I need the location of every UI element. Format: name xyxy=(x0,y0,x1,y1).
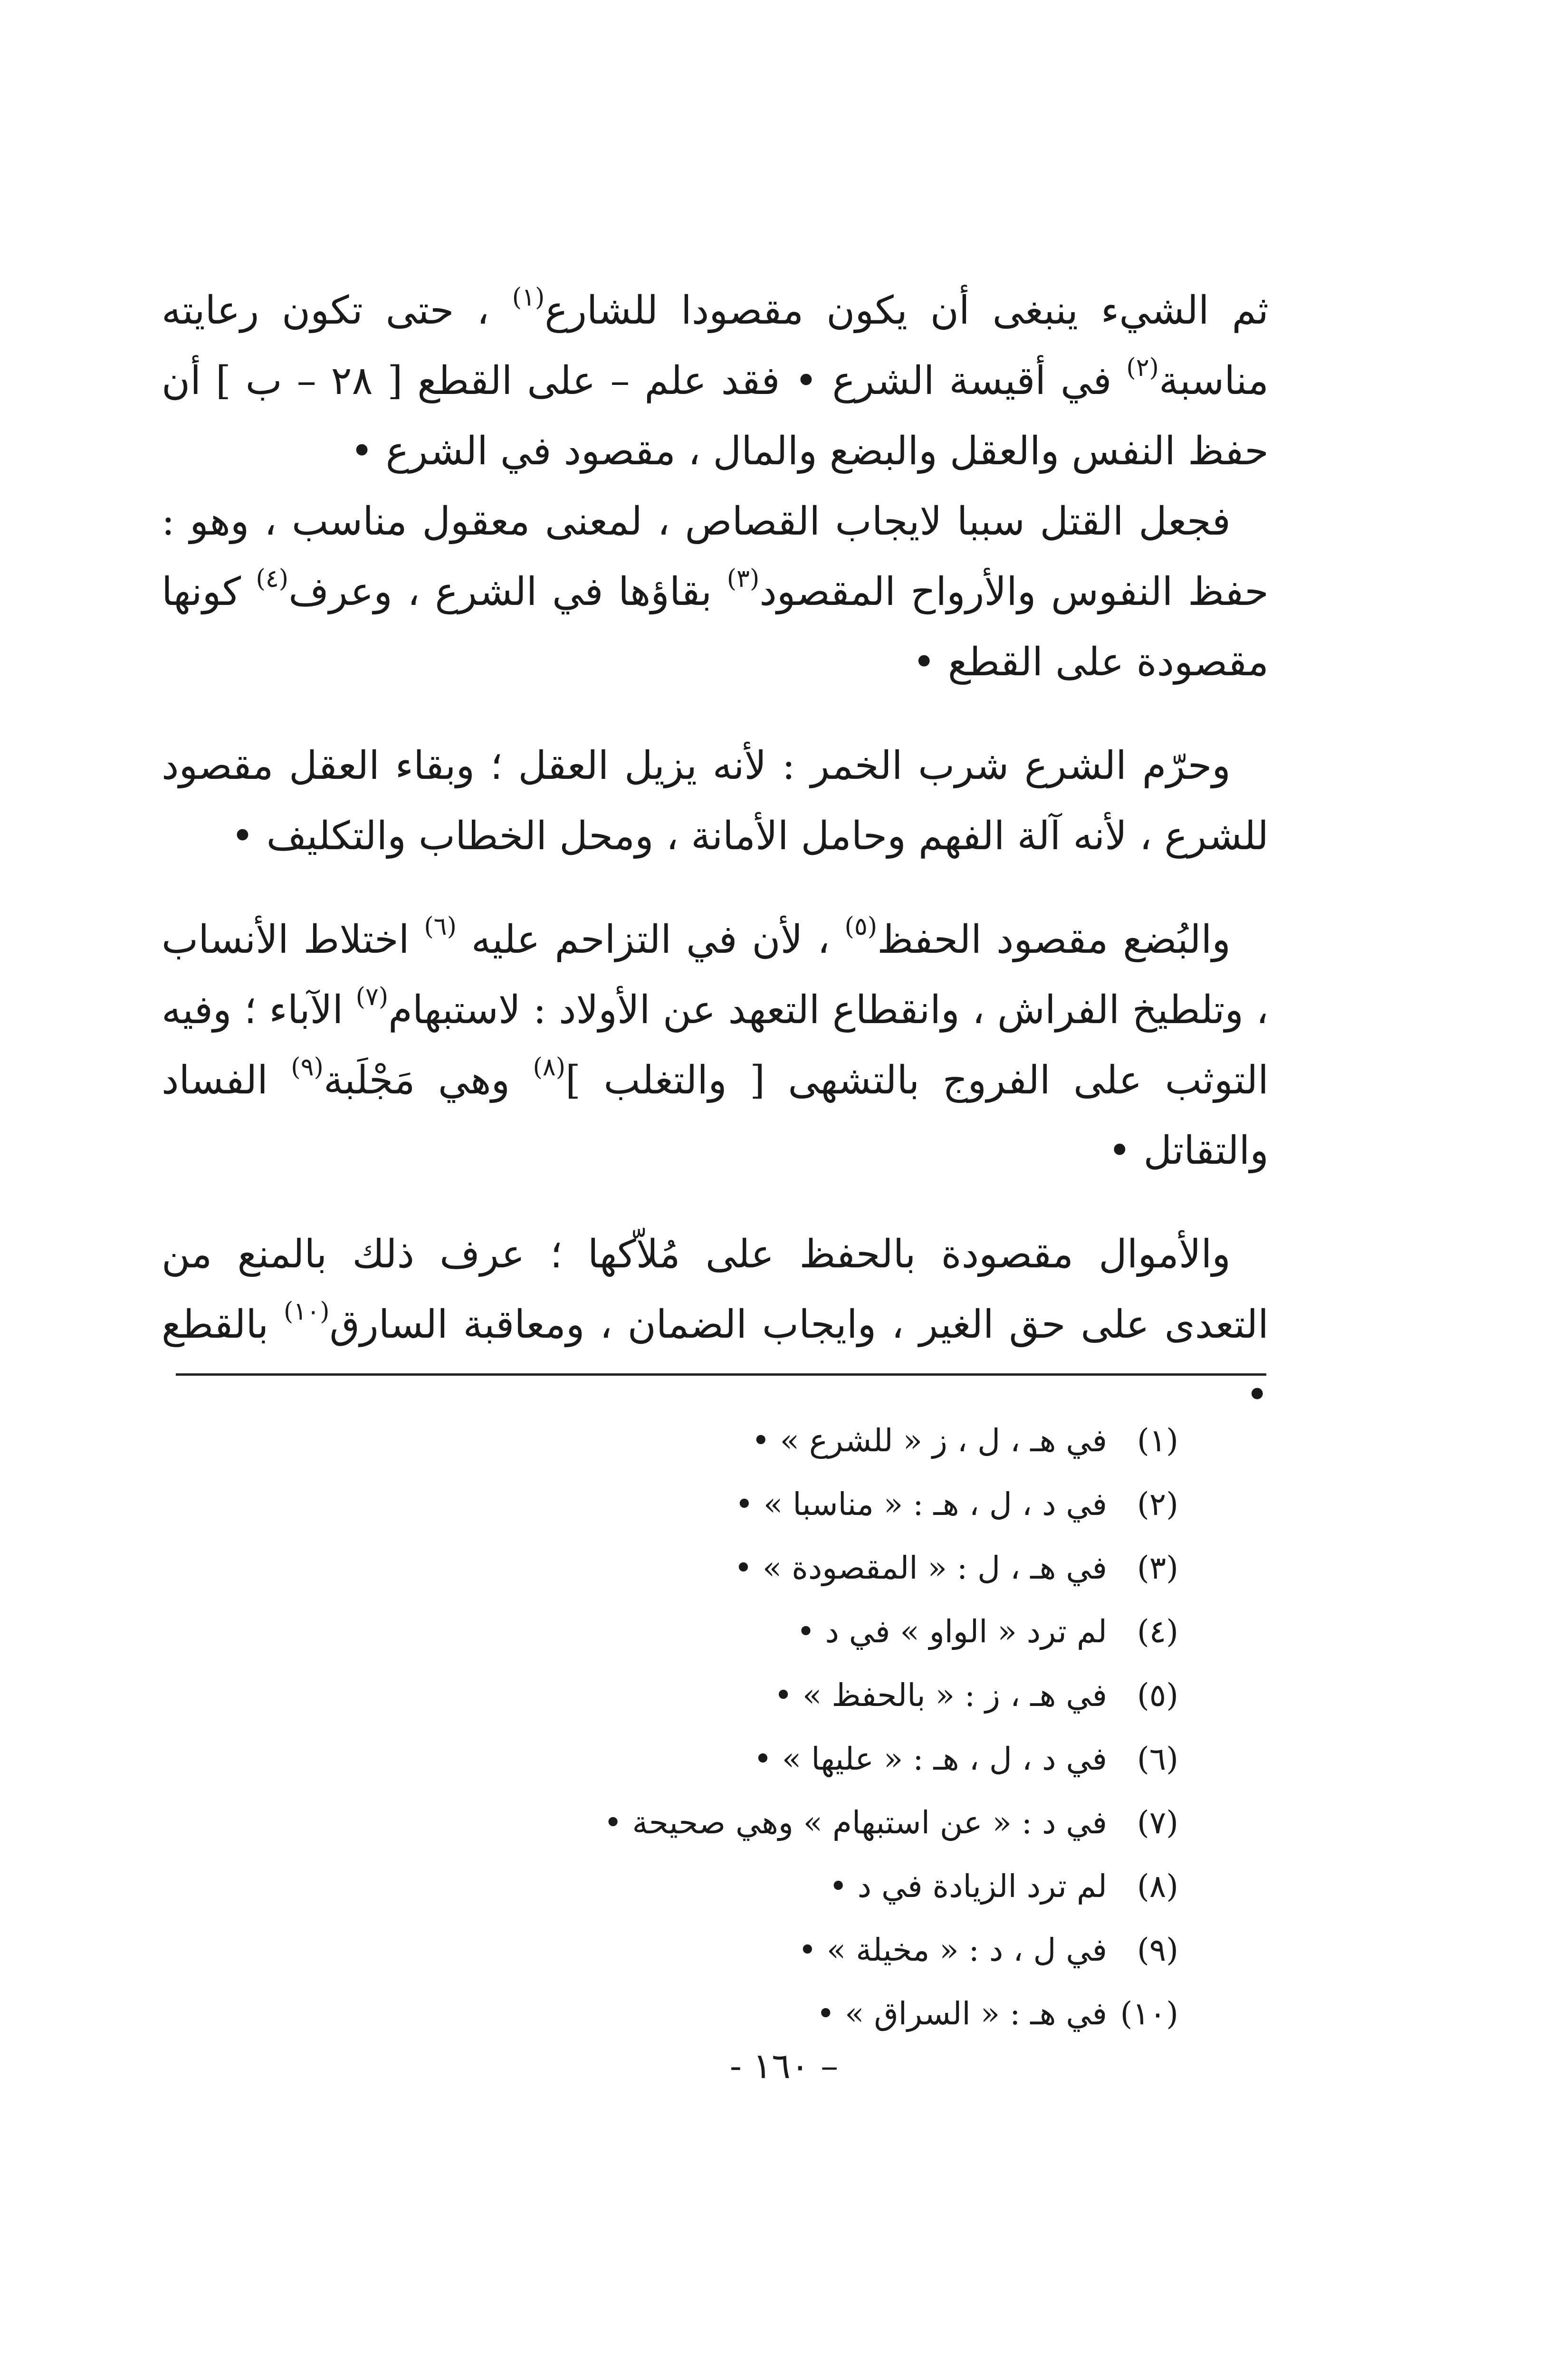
footnote-item xyxy=(323,1918,1178,1982)
footnote-item xyxy=(323,1791,1178,1855)
footnote-item xyxy=(323,1982,1178,2046)
footnote-marker: (١٠) xyxy=(284,1297,330,1326)
footnote-separator-rule xyxy=(176,1373,1266,1376)
footnote-marker: (٢) xyxy=(1126,354,1159,382)
footnote-number: (٥) xyxy=(1137,1677,1178,1714)
text-run: فجعل القتل سببا لايجاب القصاص ، لمعنى معقول مناسب ، وهو : حفظ النفوس والأرواح المقصود xyxy=(162,499,1269,614)
paragraph-2 xyxy=(162,487,1269,698)
footnote-marker: (٣) xyxy=(727,565,760,593)
footnote-text: في هـ ، ل ، ز « للشرع » • xyxy=(751,1422,1107,1459)
paragraph-1 xyxy=(162,276,1269,487)
footnote-text: في هـ ، ل : « المقصودة » • xyxy=(734,1550,1107,1586)
text-run: والأموال مقصودة بالحفظ على مُلاّكها ؛ عرف ذلك بالمنع من التعدى على حق الغير ، وايجاب الضمان ، ومعاقبة السارق xyxy=(162,1232,1269,1347)
footnote-item xyxy=(323,1473,1178,1536)
text-run: ثم الشيء ينبغى أن يكون مقصودا للشارع xyxy=(545,288,1269,333)
footnotes-list xyxy=(323,1409,1178,2046)
page-number: – ١٦٠ - xyxy=(729,2046,839,2087)
footnote-number: (٨) xyxy=(1137,1868,1178,1905)
footnote-number: (٤) xyxy=(1137,1613,1178,1650)
footnote-number: (٢) xyxy=(1137,1486,1178,1523)
footnote-number: (٦) xyxy=(1137,1741,1178,1777)
footnote-marker: (٨) xyxy=(533,1053,565,1082)
footnote-item xyxy=(323,1409,1178,1473)
footnote-number: (٩) xyxy=(1137,1932,1178,1968)
paragraph-3 xyxy=(162,731,1269,872)
footnote-number: (٧) xyxy=(1137,1804,1178,1841)
footnote-marker: (٧) xyxy=(355,983,389,1011)
footnote-item xyxy=(323,1600,1178,1664)
paragraph-5 xyxy=(162,1219,1269,1430)
text-run: في أقيسة الشرع • فقد علم – على القطع [ ٢٨ – ب ] أن حفظ النفس والعقل والبضع والمال ، مقصود في الشرع • xyxy=(162,358,1269,474)
footnote-item xyxy=(323,1855,1178,1918)
footnote-marker: (٥) xyxy=(844,912,878,941)
text-run: اختلاط الأنساب ، وتلطيخ الفراش ، وانقطاع التعهد عن الأولاد : لاستبهام xyxy=(162,917,1269,1033)
footnote-item xyxy=(323,1536,1178,1600)
footnote-text: في هـ : « السراق » • xyxy=(816,1995,1107,2032)
text-run: الفساد والتقاتل • xyxy=(162,1058,1269,1173)
text-run: بالقطع • xyxy=(162,1302,1269,1418)
footnote-marker: (١) xyxy=(512,283,545,312)
footnote-marker: (٦) xyxy=(424,912,457,941)
footnote-text: لم ترد الزيادة في د • xyxy=(829,1868,1107,1905)
text-run: الآباء ؛ وفيه التوثب على الفروج بالتشهى [ والتغلب ] xyxy=(162,987,1269,1103)
footnote-item xyxy=(323,1727,1178,1791)
main-text xyxy=(162,276,1269,1464)
footnote-marker: (٤) xyxy=(256,565,289,593)
footnote-marker: (٩) xyxy=(291,1053,324,1082)
footnote-number: (٣) xyxy=(1137,1550,1178,1586)
paragraph-4 xyxy=(162,905,1269,1186)
text-run: وهي مَجْلَبة xyxy=(323,1058,533,1103)
footnote-text: في د : « عن استبهام » وهي صحيحة • xyxy=(603,1804,1107,1841)
text-run: كونها مقصودة على القطع • xyxy=(162,569,1269,685)
text-run: ، حتى تكون رعايته مناسبة xyxy=(162,288,1269,403)
text-run: ، لأن في التزاحم عليه xyxy=(456,917,845,962)
text-run: بقاؤها في الشرع ، وعرف xyxy=(288,569,727,614)
footnote-text: في د ، ل ، هـ : « مناسبا » • xyxy=(735,1486,1107,1523)
text-run: وحرّم الشرع شرب الخمر : لأنه يزيل العقل ؛ وبقاء العقل مقصود للشرع ، لأنه آلة الفهم وحامل الأمانة ، ومحل الخطاب والتكليف • xyxy=(162,743,1269,859)
footnote-number: (١) xyxy=(1137,1422,1178,1459)
footnote-text: في د ، ل ، هـ : « عليها » • xyxy=(753,1741,1107,1777)
footnote-number: (١٠) xyxy=(1120,1995,1178,2032)
footnote-item xyxy=(323,1664,1178,1727)
footnote-text: لم ترد « الواو » في د • xyxy=(796,1613,1107,1650)
footnote-text: في هـ ، ز : « بالحفظ » • xyxy=(774,1677,1107,1714)
footnote-text: في ل ، د : « مخيلة » • xyxy=(798,1932,1107,1968)
text-run: والبُضع مقصود الحفظ xyxy=(877,917,1231,962)
